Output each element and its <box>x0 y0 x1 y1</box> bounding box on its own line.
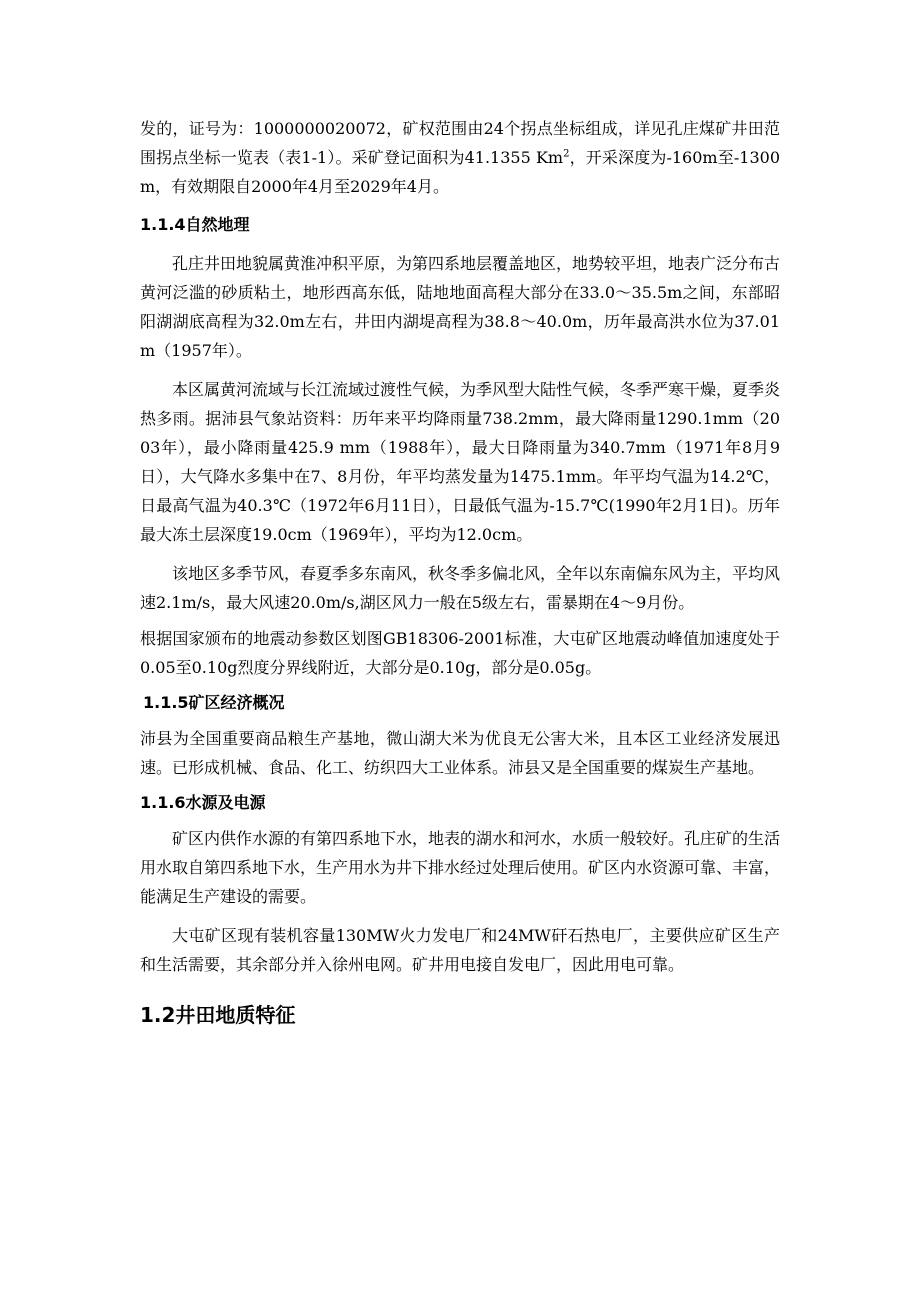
heading-geological-features: 1.2井田地质特征 <box>140 1003 296 1027</box>
paragraph-wind: 该地区多季节风，春夏季多东南风，秋冬季多偏北风，全年以东南偏东风为主，平均风速2.1m/s，最大风速20.0m/s,湖区风力一般在5级左右，雷暴期在4～9月份。 <box>140 564 781 612</box>
paragraph-seismic: 根据国家颁布的地震动参数区划图GB18306-2001标准，大屯矿区地震动峰值加速度处于0.05至0.10g烈度分界线附近，大部分是0.10g，部分是0.05g。 <box>140 629 780 677</box>
paragraph-water-source: 矿区内供作水源的有第四系地下水，地表的湖水和河水，水质一般较好。孔庄矿的生活用水取自第四系地下水，生产用水为井下排水经过处理后使用。矿区内水资源可靠、丰富，能满足生产建设的需要。 <box>140 829 781 906</box>
area-unit-superscript: 2 <box>563 148 570 160</box>
heading-natural-geography: 1.1.4自然地理 <box>140 215 250 234</box>
paragraph-mining-license <box>140 114 780 201</box>
paragraph-climate: 本区属黄河流域与长江流域过渡性气候，为季风型大陆性气候，冬季严寒干燥，夏季炎热多雨。据沛县气象站资料：历年来平均降雨量738.2mm，最大降雨量1290.1mm（2003年），最小降雨量425.9 mm（1988年），最大日降雨量为340.7mm（1971年8月9日），大气降水多集中在7、8月份，年平均蒸发量为1475.1mm。年平均气温为14.2℃，日最高气温为40.3℃（1972年6月11日），日最低气温为-15.7℃(1990年2月1日)。历年最大冻土层深度19.0cm（1969年），平均为12.0cm。 <box>140 380 781 544</box>
paragraph-landform: 孔庄井田地貌属黄淮冲积平原，为第四系地层覆盖地区，地势较平坦，地表广泛分布古黄河泛滥的砂质粘土，地形西高东低，陆地地面高程大部分在33.0～35.5m之间，东部昭阳湖湖底高程为32.0m左右，井田内湖堤高程为38.8～40.0m，历年最高洪水位为37.01m（1957年）。 <box>140 254 781 360</box>
heading-water-and-power: 1.1.6水源及电源 <box>140 793 266 812</box>
paragraph-power-source: 大屯矿区现有装机容量130MW火力发电厂和24MW矸石热电厂，主要供应矿区生产和生活需要，其余部分并入徐州电网。矿井用电接自发电厂，因此用电可靠。 <box>140 926 780 974</box>
paragraph-economy: 沛县为全国重要商品粮生产基地，微山湖大米为优良无公害大米，且本区工业经济发展迅速。已形成机械、食品、化工、纺织四大工业体系。沛县又是全国重要的煤炭生产基地。 <box>140 729 780 777</box>
mining-license-text: 发的，证号为：1000000020072，矿权范围由24个拐点坐标组成，详见孔庄煤矿井田范围拐点坐标一览表（表1-1）。采矿登记面积为41.1355 Km <box>140 119 780 167</box>
heading-mining-area-economy: 1.1.5矿区经济概况 <box>143 693 285 712</box>
document-body <box>140 114 780 1031</box>
mining-license-text-cont: ，开采深度为-160m至-1300m，有效期限自2000年4月至2029年4月。 <box>140 148 780 196</box>
